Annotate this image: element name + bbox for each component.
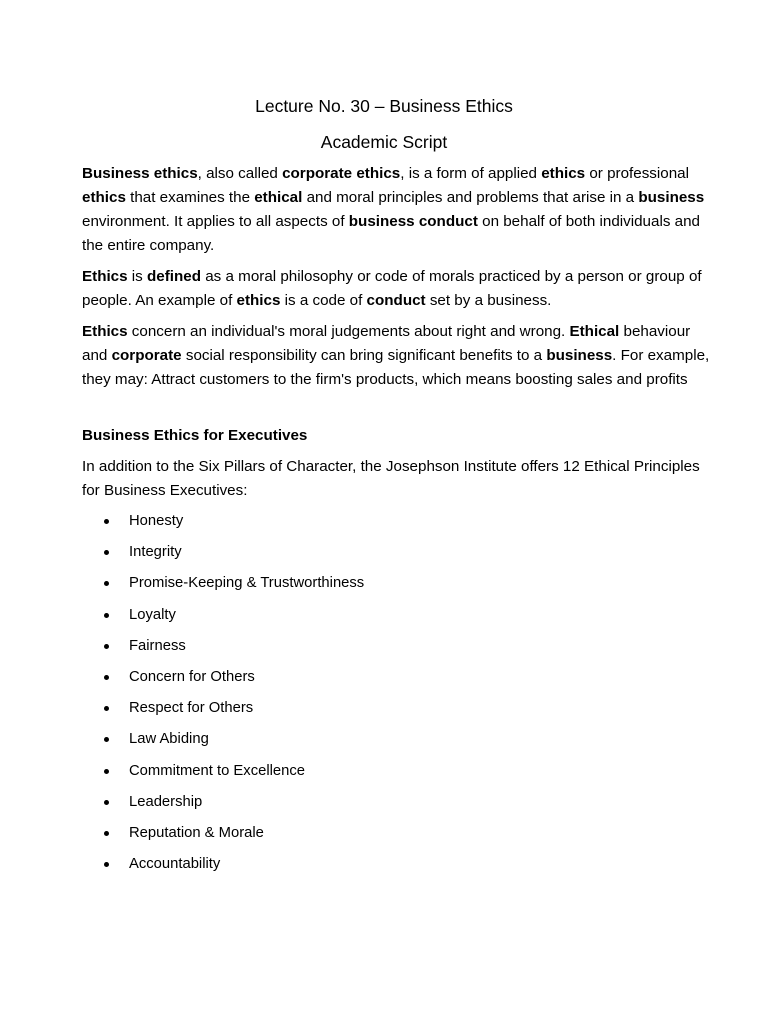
list-item-label: Reputation & Morale <box>129 824 264 841</box>
text-run: environment. It applies to all aspects of <box>82 213 349 230</box>
bold-text-run: Ethics <box>82 323 128 340</box>
bold-text-run: ethics <box>236 292 281 309</box>
bullet-icon <box>104 519 109 524</box>
text-run: that examines the <box>125 189 255 206</box>
list-item-label: Leadership <box>129 793 203 810</box>
bold-text-run: Ethics <box>82 268 128 285</box>
list-item-label: Integrity <box>129 544 182 561</box>
bold-text-run: corporate ethics <box>282 165 401 182</box>
bullet-icon <box>104 831 109 836</box>
bold-text-run: business <box>638 189 705 206</box>
paragraph-business-ethics-definition <box>82 162 712 258</box>
text-run: , also called <box>197 165 283 182</box>
bullet-icon <box>104 675 109 680</box>
text-run: or professional <box>585 165 689 182</box>
bullet-icon <box>104 800 109 805</box>
bullet-icon <box>104 737 109 742</box>
bold-text-run: defined <box>147 268 202 285</box>
bold-text-run: ethics <box>82 189 126 206</box>
bold-text-run: Ethical <box>569 323 620 340</box>
text-run: . For example, they may: Attract customers to the firm's products, which means boosting sales and profits <box>82 347 710 388</box>
bold-text-run: ethics <box>541 165 586 182</box>
list-item-label: Law Abiding <box>129 731 209 748</box>
list-item-label: Fairness <box>129 637 186 654</box>
bullet-icon <box>104 581 109 586</box>
list-item-label: Commitment to Excellence <box>129 762 305 779</box>
bullet-icon <box>104 644 109 649</box>
text-run: as a moral philosophy or code of morals practiced by a person or group of people. An example of <box>82 268 702 309</box>
paragraph-ethics-defined <box>82 265 712 313</box>
bold-text-run: ethical <box>254 189 303 206</box>
text-run: set by a business. <box>425 292 552 309</box>
list-item-label: Respect for Others <box>129 700 254 717</box>
bold-text-run: conduct <box>366 292 426 309</box>
list-item-label: Loyalty <box>129 606 176 623</box>
bullet-icon <box>104 862 109 867</box>
bullet-icon <box>104 769 109 774</box>
text-run: is a code of <box>280 292 367 309</box>
text-run: on behalf of both individuals and the entire company. <box>82 213 700 254</box>
list-item-label: Honesty <box>129 513 184 529</box>
text-run: is <box>127 268 147 285</box>
text-run: behaviour and <box>82 323 691 364</box>
bold-text-run: Business ethics <box>82 165 198 182</box>
document-title: Lecture No. 30 – Business Ethics <box>255 96 513 116</box>
bold-text-run: business <box>546 347 613 364</box>
section-heading: Business Ethics for Executives <box>82 427 308 444</box>
text-run: social responsibility can bring significant benefits to a <box>181 347 547 364</box>
text-run: , is a form of applied <box>400 165 542 182</box>
list-item-label: Promise-Keeping & Trustworthiness <box>129 575 365 592</box>
bullet-icon <box>104 613 109 618</box>
paragraph-ethics-benefits <box>82 320 712 392</box>
bold-text-run: corporate <box>111 347 182 364</box>
bullet-icon <box>104 706 109 711</box>
list-item-label: Accountability <box>129 856 221 873</box>
text-run: and moral principles and problems that arise in a <box>302 189 639 206</box>
text-run: concern an individual's moral judgements about right and wrong. <box>127 323 570 340</box>
bold-text-run: business conduct <box>348 213 478 230</box>
bullet-icon <box>104 550 109 555</box>
principles-intro: In addition to the Six Pillars of Character, the Josephson Institute offers 12 Ethical Principles for Business Executives: <box>82 458 700 499</box>
document-subtitle: Academic Script <box>320 132 448 152</box>
list-item-label: Concern for Others <box>129 668 255 685</box>
